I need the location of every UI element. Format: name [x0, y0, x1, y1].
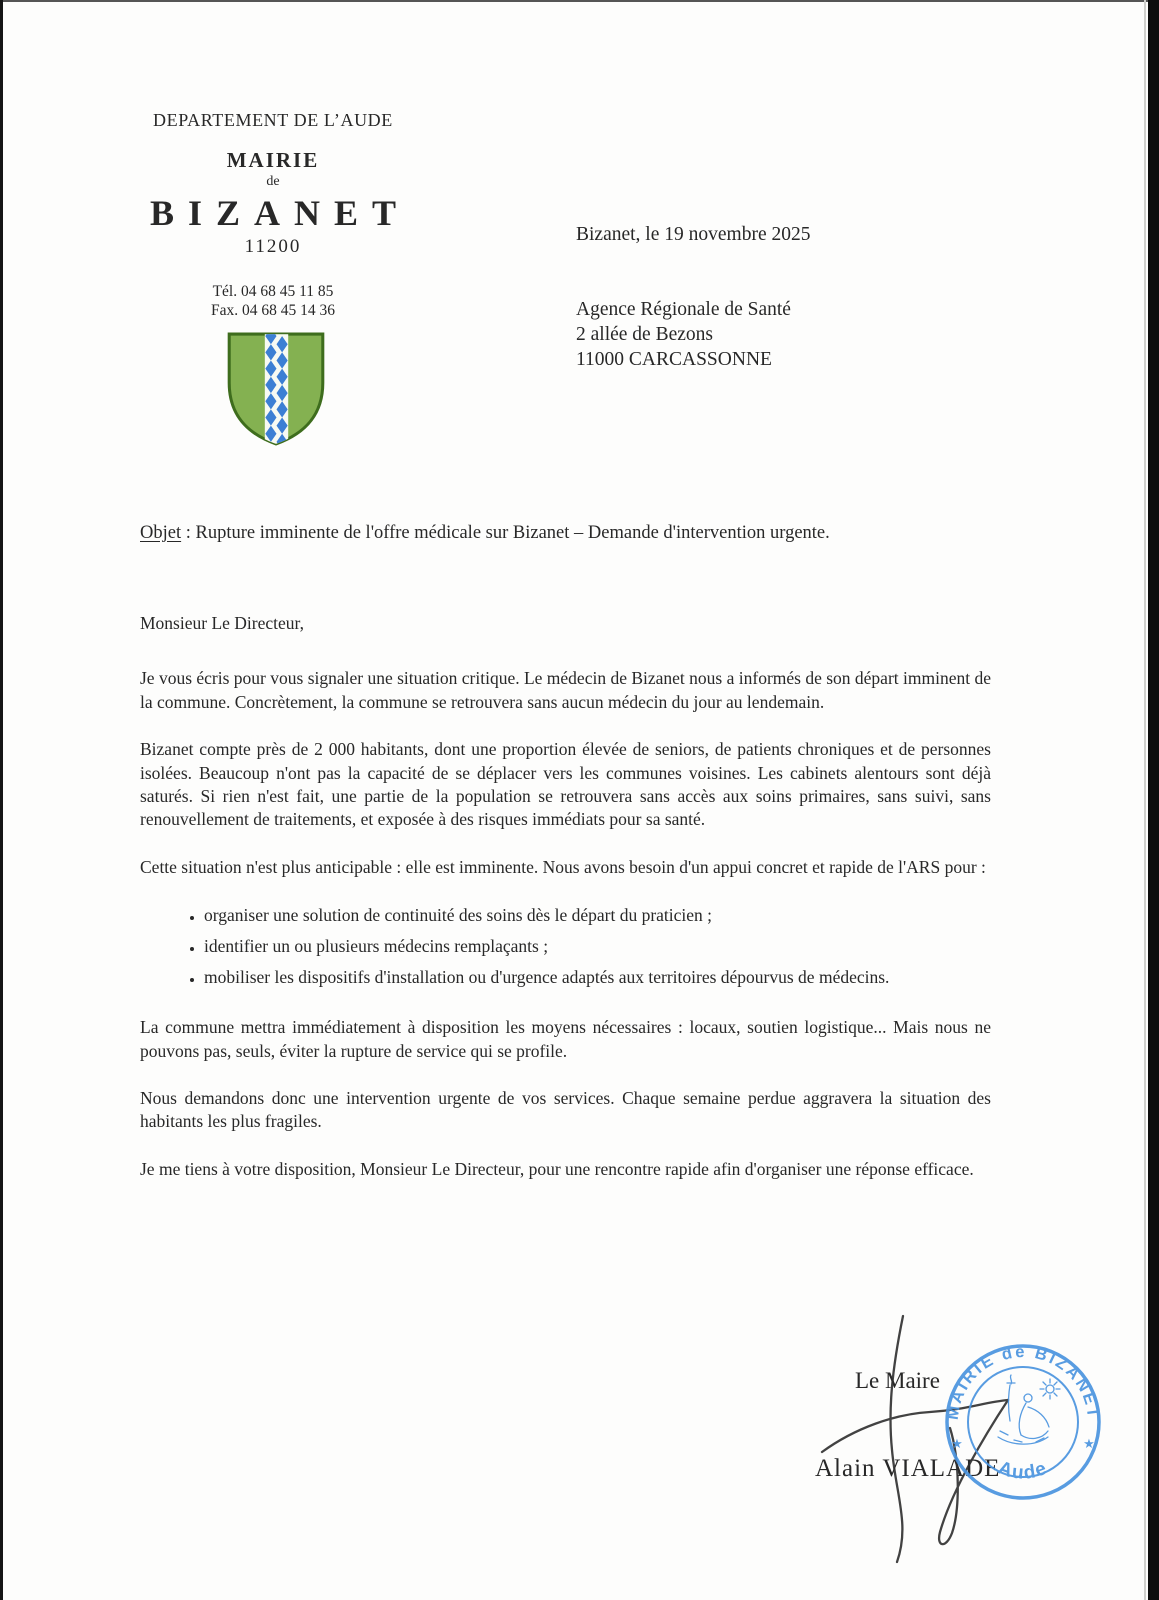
- signature-name: Alain VIALADE: [815, 1455, 1001, 1482]
- recipient-line-2: 2 allée de Bezons: [576, 324, 713, 345]
- stamp-arc-text: MAIRIE de BIZANET: [943, 1342, 1103, 1421]
- scan-edge-left: [0, 0, 3, 1600]
- de-label: de: [266, 174, 280, 189]
- signature-role: Le Maire: [855, 1368, 940, 1393]
- star-icon: ★: [951, 1436, 963, 1451]
- stamp-figure-illustration: [998, 1375, 1060, 1444]
- salutation: Monsieur Le Directeur,: [140, 613, 305, 633]
- stamp-inner-ring: [968, 1367, 1078, 1477]
- list-item: • organiser une solution de continuité des soins dès le départ du praticien ;: [204, 903, 991, 927]
- department-label: DEPARTEMENT DE L’AUDE: [153, 110, 393, 130]
- recipient-line-1: Agence Régionale de Santé: [576, 299, 791, 320]
- commune-name: BIZANET: [149, 193, 411, 233]
- paragraph: Nous demandons donc une intervention urgente de vos services. Chaque semaine perdue aggravera la situation des habitants les plus fragiles.: [140, 1088, 991, 1132]
- bizanet-coat-of-arms-icon: [224, 330, 328, 448]
- subject-text: : Rupture imminente de l'offre médicale sur Bizanet – Demande d'intervention urgente.: [181, 523, 830, 543]
- star-icon: ★: [1083, 1436, 1095, 1451]
- svg-text:Aude: [995, 1457, 1051, 1483]
- official-stamp: [938, 1337, 1108, 1507]
- recipient-address: [576, 297, 791, 372]
- subject-label: Objet: [140, 523, 182, 543]
- paragraph: Je me tiens à votre disposition, Monsieur Le Directeur, pour une rencontre rapide afin d'organiser une réponse efficace.: [140, 1158, 974, 1179]
- scan-edge-top: [0, 0, 1159, 2]
- postal-code: 11200: [244, 236, 302, 257]
- paragraph: Je vous écris pour vous signaler une situation critique. Le médecin de Bizanet nous a informés de son départ imminent de la commune. Concrètement, la commune se retrouvera sans aucun médecin du jour au lendemain.: [140, 668, 991, 712]
- sender-identity-block: [128, 148, 418, 320]
- scan-edge-right: [1148, 0, 1159, 1600]
- mairie-label: MAIRIE: [226, 148, 320, 172]
- signature-stroke: [890, 1316, 903, 1562]
- recipient-line-3: 11000 CARCASSONNE: [576, 349, 772, 370]
- subject-line: [140, 523, 1020, 544]
- phone-line: Tél. 04 68 45 11 85: [212, 283, 334, 300]
- list-item: • identifier un ou plusieurs médecins remplaçants ;: [204, 934, 991, 958]
- request-list: [140, 903, 991, 989]
- paragraph: Bizanet compte près de 2 000 habitants, dont une proportion élevée de seniors, de patients chroniques et de personnes isolées. Beaucoup n'ont pas la capacité de se déplacer vers les communes voisines. Les cabinets alentours sont déjà saturés. Si rien n'est fait, une partie de la population se retrouvera sans accès aux soins primaires, sans suivi, sans renouvellement de traitements, et exposée à des risques immédiats pour sa santé.: [140, 739, 991, 830]
- contact-lines: [128, 282, 418, 320]
- paragraph: Cette situation n'est plus anticipable : elle est imminente. Nous avons besoin d'un appui concret et rapide de l'ARS pour :: [140, 856, 986, 877]
- paragraph: La commune mettra immédiatement à disposition les moyens nécessaires : locaux, soutien logistique... Mais nous ne pouvons pas, seuls, éviter la rupture de service qui se profile.: [140, 1017, 991, 1061]
- list-item: • mobiliser les dispositifs d'installation ou d'urgence adaptés aux territoires dépourvus de médecins.: [204, 965, 991, 989]
- fax-line: Fax. 04 68 45 14 36: [211, 302, 335, 319]
- scan-page-edge-shadow: [1144, 0, 1146, 1600]
- date-line: Bizanet, le 19 novembre 2025: [576, 224, 811, 245]
- letter-body: [140, 612, 991, 1205]
- stamp-bottom-text: Aude: [995, 1457, 1051, 1484]
